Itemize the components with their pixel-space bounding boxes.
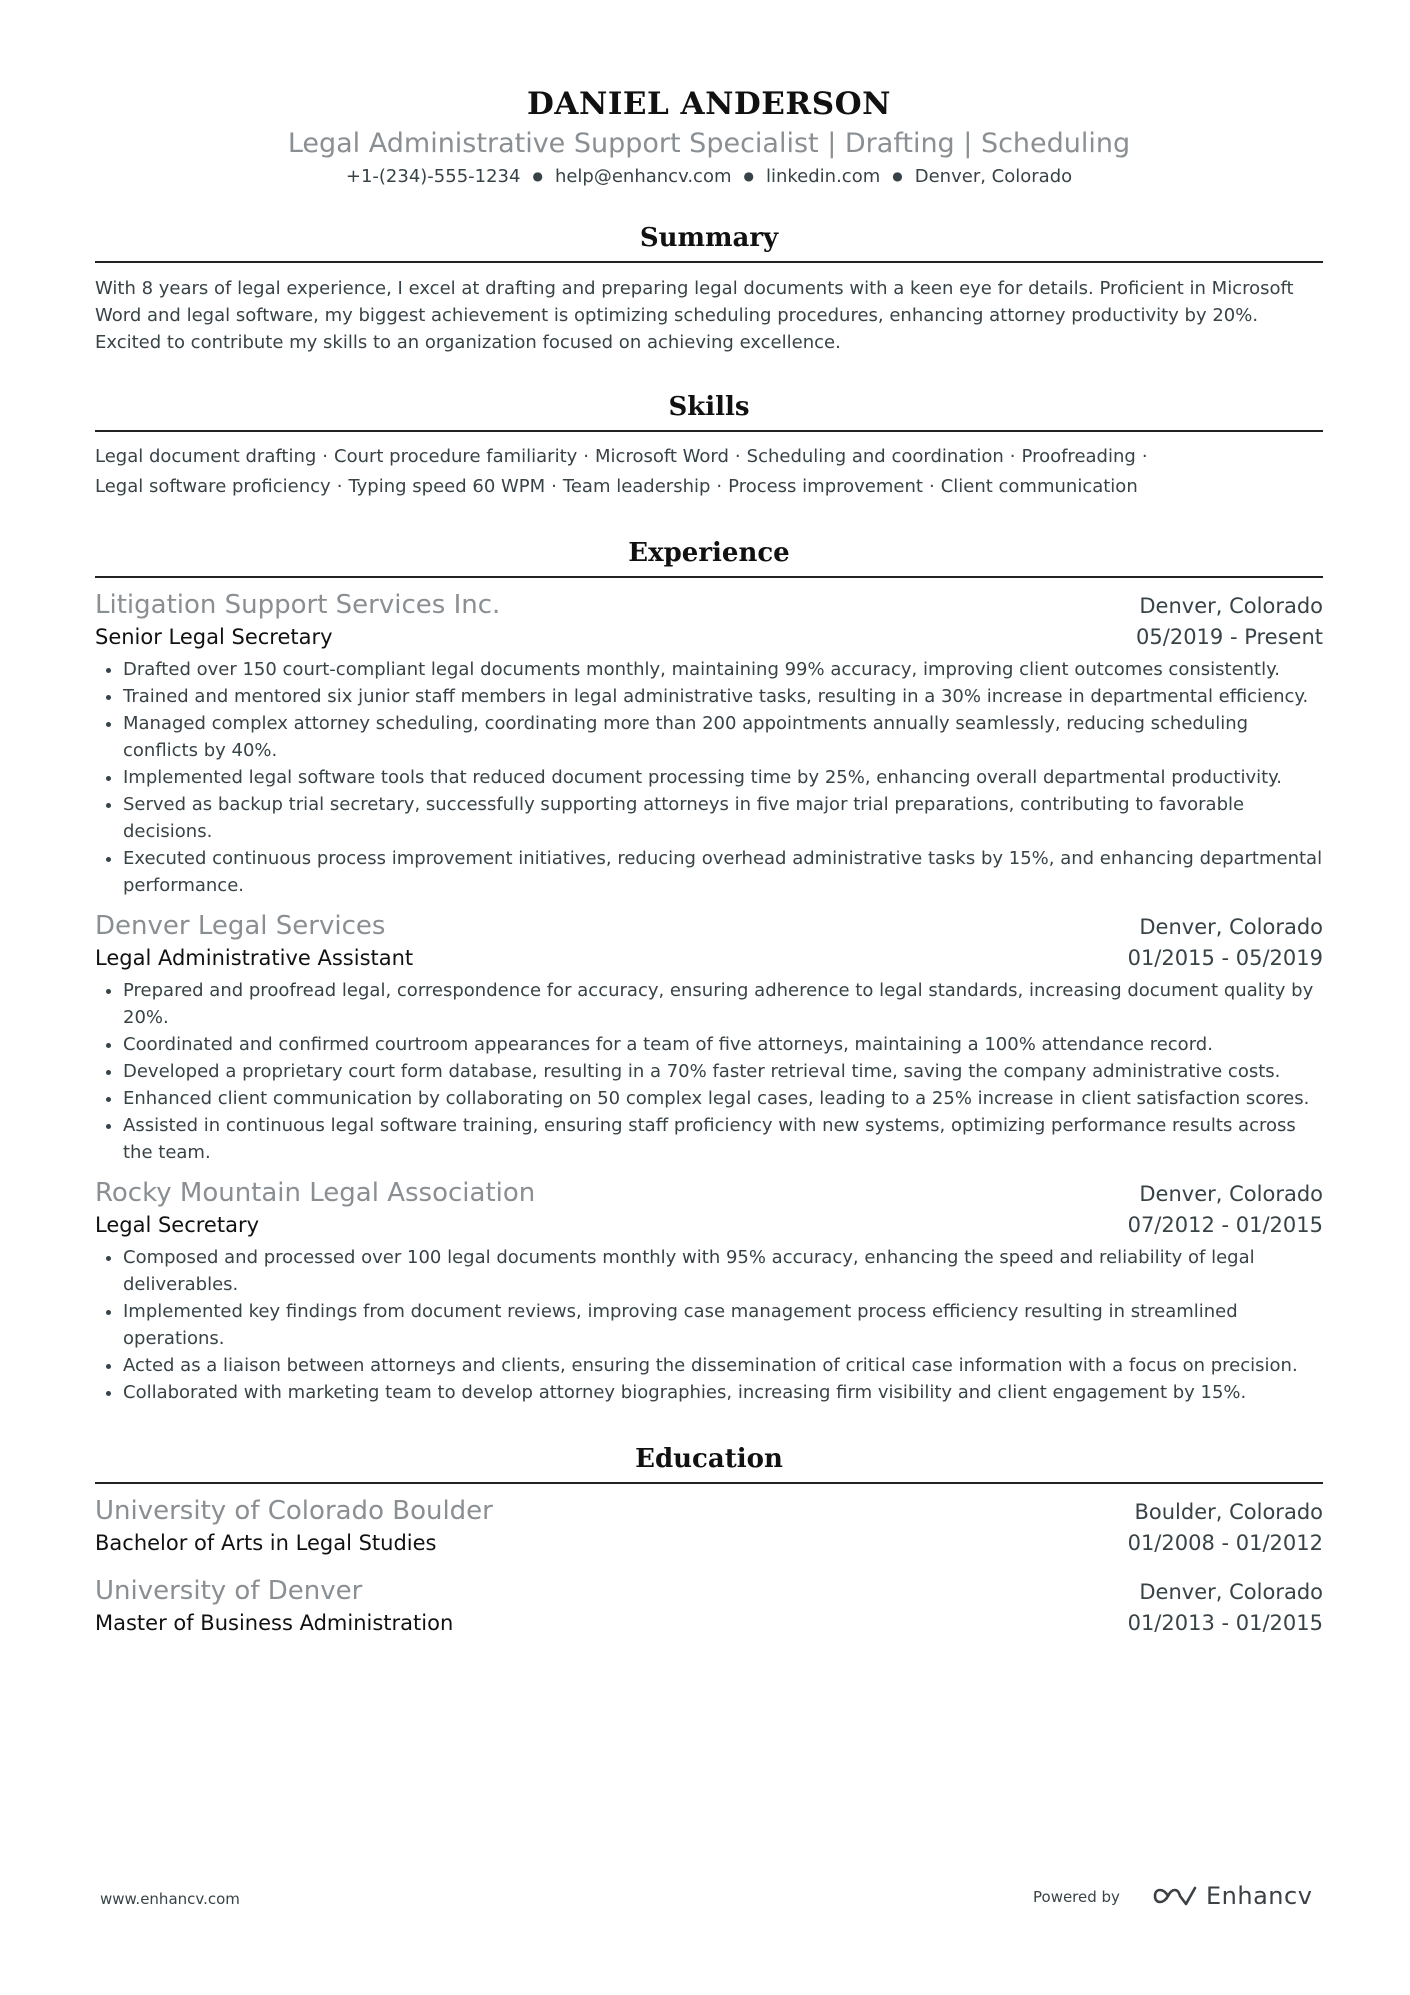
enhancv-logo[interactable]: [1152, 1882, 1312, 1910]
bullet-item: • Coordinated and confirmed courtroom appearances for a team of five attorneys, maintaining a 100% attendance record.: [123, 1031, 1323, 1058]
job-dates: 01/2015 - 05/2019: [1127, 946, 1323, 970]
phone: +1-(234)-555-1234: [345, 166, 521, 187]
section-heading-skills: Skills: [95, 390, 1323, 432]
bullet-item: • Implemented key findings from document reviews, improving case management process efficiency resulting in streamlined operations.: [123, 1298, 1323, 1352]
bullet-item: • Managed complex attorney scheduling, coordinating more than 200 appointments annually seamlessly, reducing scheduling conflicts by 40%.: [123, 710, 1323, 764]
job-title: Legal Administrative Assistant: [95, 946, 414, 970]
company-name: Rocky Mountain Legal Association: [95, 1178, 536, 1208]
school-name: University of Denver: [95, 1576, 363, 1606]
bullet-item: • Enhanced client communication by collaborating on 50 complex legal cases, leading to a 25% increase in client satisfaction scores.: [123, 1085, 1323, 1112]
skill-item: Typing speed 60 WPM: [348, 476, 546, 497]
school-location: Denver, Colorado: [1139, 1580, 1323, 1604]
section-heading-education: Education: [95, 1442, 1323, 1484]
company-name: Litigation Support Services Inc.: [95, 590, 501, 620]
job-bullets: [95, 977, 1323, 1166]
bullet-item: • Served as backup trial secretary, successfully supporting attorneys in five major trial preparations, contributing to favorable decisions.: [123, 791, 1323, 845]
degree: Bachelor of Arts in Legal Studies: [95, 1531, 437, 1555]
education-section: [95, 1442, 1323, 1638]
job-bullets: [95, 1244, 1323, 1406]
job-location: Denver, Colorado: [1139, 915, 1323, 939]
job-title: Legal Secretary: [95, 1213, 260, 1237]
bullet-separator: ●: [532, 169, 543, 183]
job-location: Denver, Colorado: [1139, 594, 1323, 618]
skill-item: Scheduling and coordination: [746, 446, 1004, 467]
email: help@enhancv.com: [554, 166, 732, 187]
skills-line: Legal document drafting · Court procedure familiarity · Microsoft Word · Scheduling and coordination · Proofreading ·: [95, 446, 1148, 467]
job-bullets: [95, 656, 1323, 899]
job-title: Senior Legal Secretary: [95, 625, 333, 649]
bullet-item: • Collaborated with marketing team to develop attorney biographies, increasing firm visibility and client engagement by 15%.: [123, 1379, 1323, 1406]
contact-line: [95, 164, 1323, 191]
candidate-name: DANIEL ANDERSON: [527, 86, 891, 122]
bullet-item: • Implemented legal software tools that reduced document processing time by 25%, enhancing overall departmental productivity.: [123, 764, 1323, 791]
skill-item: Client communication: [940, 476, 1138, 497]
bullet-item: • Executed continuous process improvement initiatives, reducing overhead administrative tasks by 15%, and enhancing departmental performance.: [123, 845, 1323, 899]
powered-by-label: Powered by: [1033, 1888, 1120, 1906]
skill-item: Court procedure familiarity: [334, 446, 578, 467]
bullet-separator: ●: [743, 169, 754, 183]
skills-line: Legal software proficiency · Typing speed 60 WPM · Team leadership · Process improvement · Client communication: [95, 476, 1138, 497]
skill-item: Legal document drafting: [95, 446, 317, 467]
experience-entry: [95, 909, 1323, 1166]
job-dates: 07/2012 - 01/2015: [1127, 1213, 1323, 1237]
linkedin: linkedin.com: [765, 166, 881, 187]
bullet-item: • Trained and mentored six junior staff members in legal administrative tasks, resulting in a 30% increase in departmental efficiency.: [123, 683, 1323, 710]
summary-section: [95, 221, 1323, 356]
bullet-item: • Drafted over 150 court-compliant legal documents monthly, maintaining 99% accuracy, improving client outcomes consistently.: [123, 656, 1323, 683]
skill-item: Team leadership: [562, 476, 711, 497]
skill-item: Process improvement: [728, 476, 923, 497]
skill-item: Proofreading: [1021, 446, 1136, 467]
company-name: Denver Legal Services: [95, 911, 386, 941]
summary-text: With 8 years of legal experience, I excel at drafting and preparing legal documents with a keen eye for details. Proficient in Microsoft Word and legal software, my biggest achievement is optimizing scheduling procedures, enhancing attorney productivity by 20%. Excited to contribute my skills to an organization focused on achieving excellence.: [95, 278, 1294, 353]
bullet-item: • Acted as a liaison between attorneys and clients, ensuring the dissemination of critical case information with a focus on precision.: [123, 1352, 1323, 1379]
bullet-item: • Developed a proprietary court form database, resulting in a 70% faster retrieval time, saving the company administrative costs.: [123, 1058, 1323, 1085]
bullet-item: • Composed and processed over 100 legal documents monthly with 95% accuracy, enhancing the speed and reliability of legal deliverables.: [123, 1244, 1323, 1298]
education-entry: [95, 1574, 1323, 1638]
section-heading-experience: Experience: [95, 536, 1323, 578]
bullet-item: • Prepared and proofread legal, correspondence for accuracy, ensuring adherence to legal standards, increasing document quality by 20%.: [123, 977, 1323, 1031]
candidate-title: Legal Administrative Support Specialist | Drafting | Scheduling: [287, 128, 1131, 159]
experience-entry: [95, 588, 1323, 899]
enhancv-logo-icon: [1152, 1884, 1198, 1908]
footer-website-link[interactable]: www.enhancv.com: [100, 1890, 240, 1908]
section-heading-summary: Summary: [95, 221, 1323, 263]
degree: Master of Business Administration: [95, 1611, 454, 1635]
school-name: University of Colorado Boulder: [95, 1496, 493, 1526]
skill-item: Legal software proficiency: [95, 476, 331, 497]
education-dates: 01/2013 - 01/2015: [1127, 1611, 1323, 1635]
brand-name: Enhancv: [1206, 1882, 1313, 1910]
resume-page: [95, 0, 1323, 1638]
bullet-item: • Assisted in continuous legal software training, ensuring staff proficiency with new systems, optimizing performance results across the team.: [123, 1112, 1323, 1166]
job-location: Denver, Colorado: [1139, 1182, 1323, 1206]
education-entry: [95, 1494, 1323, 1558]
experience-section: [95, 536, 1323, 1406]
resume-header: [95, 0, 1323, 191]
school-location: Boulder, Colorado: [1134, 1500, 1323, 1524]
job-dates: 05/2019 - Present: [1136, 625, 1323, 649]
experience-entry: [95, 1176, 1323, 1406]
skills-section: [95, 390, 1323, 502]
skills-list: [95, 442, 1323, 502]
location: Denver, Colorado: [914, 166, 1073, 187]
education-dates: 01/2008 - 01/2012: [1127, 1531, 1323, 1555]
skill-item: Microsoft Word: [595, 446, 729, 467]
bullet-separator: ●: [892, 169, 903, 183]
